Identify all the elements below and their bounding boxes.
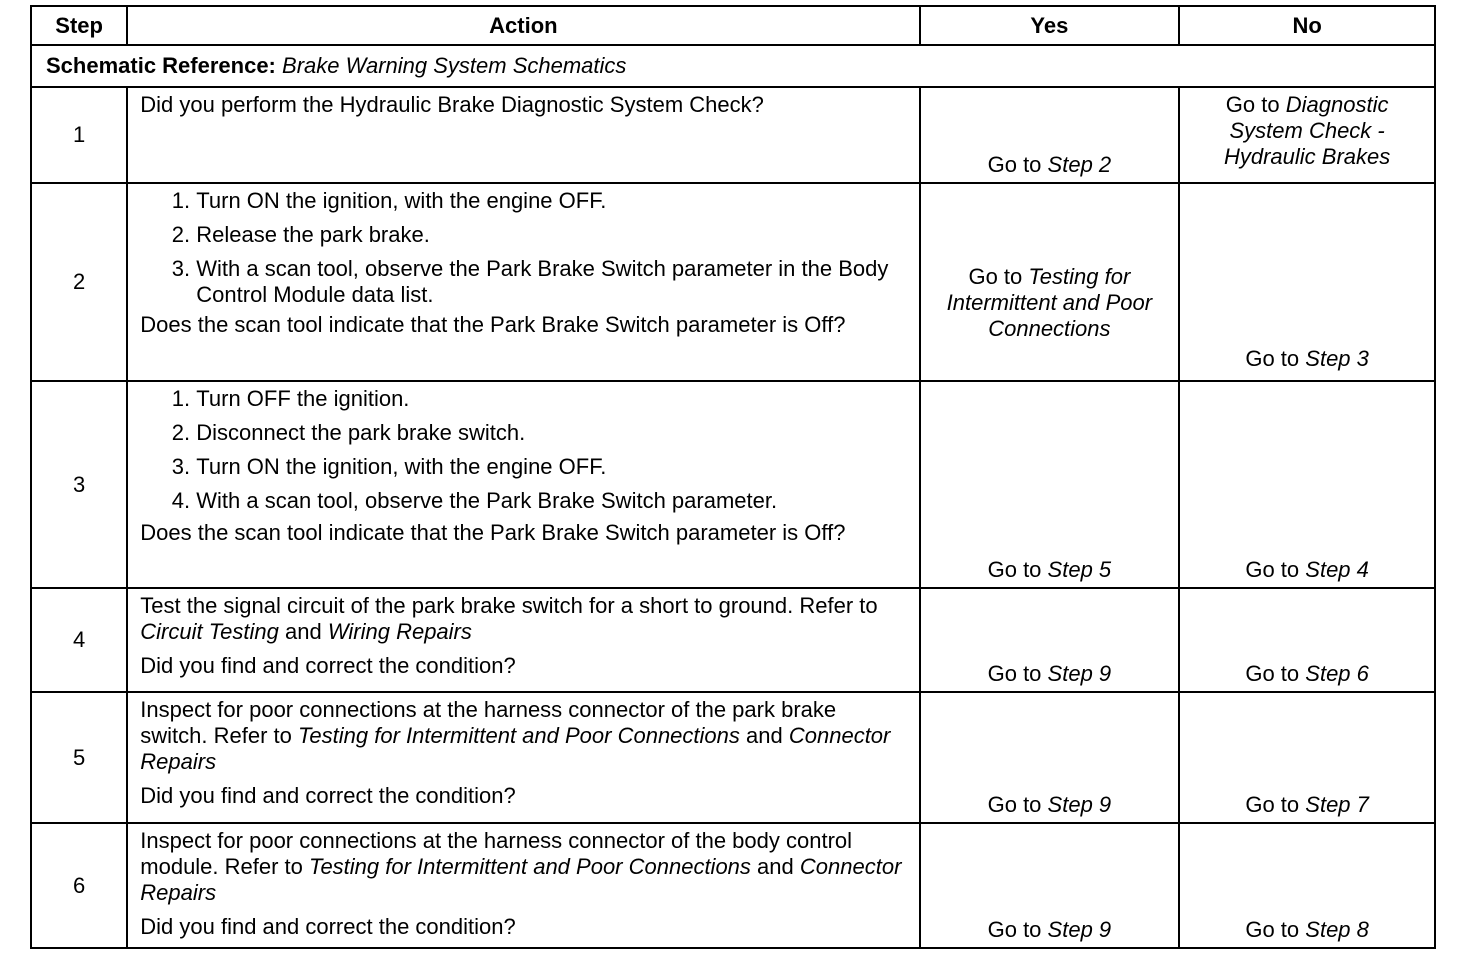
question-text: Does the scan tool indicate that the Park Brake Switch parameter is Off?: [140, 312, 846, 337]
goto-label: Go to: [1245, 792, 1300, 817]
action-cell: [127, 183, 919, 381]
goto-label: Go to: [1245, 557, 1300, 582]
yes-link[interactable]: Step 2: [1047, 152, 1112, 177]
yes-link-line[interactable]: Intermittent and Poor: [946, 290, 1153, 315]
question-text: Did you perform the Hydraulic Brake Diagnostic System Check?: [140, 92, 764, 117]
header-no: No: [1179, 6, 1435, 45]
goto-label: Go to: [1225, 92, 1280, 117]
goto-label: Go to: [1245, 346, 1300, 371]
yes-cell: [920, 692, 1180, 823]
table-row: [31, 183, 1435, 381]
goto-label: Go to: [987, 917, 1042, 942]
circuit-testing-link[interactable]: Circuit Testing: [140, 619, 279, 644]
list-item: 3. With a scan tool, observe the Park Brake Switch parameter in the Body Control Module data list.: [196, 256, 906, 308]
no-cell: [1179, 588, 1435, 692]
step-number: 4: [31, 588, 127, 692]
no-cell: [1179, 823, 1435, 948]
goto-label: Go to: [987, 792, 1042, 817]
header-action: Action: [127, 6, 919, 45]
list-item: 1. Turn ON the ignition, with the engine OFF.: [196, 188, 906, 214]
no-link[interactable]: Step 6: [1305, 661, 1369, 686]
wiring-repairs-link[interactable]: Wiring Repairs: [327, 619, 472, 644]
yes-link[interactable]: Step 9: [1047, 661, 1112, 686]
header-row: [31, 6, 1435, 45]
step-number: 3: [31, 381, 127, 588]
instruction-body: Test the signal circuit of the park brake switch for a short to ground. Refer to: [140, 593, 878, 618]
yes-cell: [920, 588, 1180, 692]
instruction-list: [140, 188, 906, 308]
goto-label: Go to: [1245, 917, 1300, 942]
goto-label: Go to: [968, 264, 1023, 289]
action-cell: [127, 692, 919, 823]
yes-cell: [920, 183, 1180, 381]
goto-label: Go to: [987, 661, 1042, 686]
header-yes: Yes: [920, 6, 1180, 45]
instruction-text: [140, 828, 906, 906]
schematic-reference: [31, 45, 1435, 87]
yes-cell: [920, 381, 1180, 588]
yes-link[interactable]: Step 5: [1047, 557, 1112, 582]
yes-link[interactable]: Testing for: [1028, 264, 1131, 289]
table-row: [31, 823, 1435, 948]
no-link[interactable]: Step 3: [1305, 346, 1369, 371]
diagnostic-table: [30, 5, 1436, 949]
instruction-body: Inspect for poor connections at the harness connector of the body control module. Refer to: [140, 828, 853, 879]
table-row: [31, 381, 1435, 588]
table-row: [31, 692, 1435, 823]
no-link[interactable]: Diagnostic: [1285, 92, 1389, 117]
no-cell: [1179, 183, 1435, 381]
step-number: 6: [31, 823, 127, 948]
testing-intermittent-link[interactable]: Testing for Intermittent and Poor Connections: [309, 854, 751, 879]
instruction-body: Inspect for poor connections at the harness connector of the park brake switch. Refer to: [140, 697, 837, 748]
list-item: 2. Release the park brake.: [196, 222, 906, 248]
instruction-text: [140, 593, 906, 645]
yes-link[interactable]: Step 9: [1047, 917, 1112, 942]
and-text: and: [284, 619, 322, 644]
no-link-line[interactable]: System Check -: [1229, 118, 1385, 143]
no-link[interactable]: Step 8: [1305, 917, 1369, 942]
table-row: [31, 87, 1435, 183]
list-item: 4. With a scan tool, observe the Park Brake Switch parameter.: [196, 488, 906, 514]
yes-cell: [920, 87, 1180, 183]
yes-link-line[interactable]: Connections: [988, 316, 1111, 341]
goto-label: Go to: [1245, 661, 1300, 686]
schematic-link[interactable]: Brake Warning System Schematics: [282, 53, 627, 78]
question-text: Does the scan tool indicate that the Park Brake Switch parameter is Off?: [140, 520, 846, 545]
schematic-label: Schematic Reference:: [46, 53, 276, 78]
yes-cell: [920, 823, 1180, 948]
list-item: 1. Turn OFF the ignition.: [196, 386, 906, 412]
action-cell: [127, 588, 919, 692]
schematic-row: [31, 45, 1435, 87]
no-cell: [1179, 381, 1435, 588]
no-link[interactable]: Step 7: [1305, 792, 1369, 817]
header-step: Step: [31, 6, 127, 45]
step-number: 1: [31, 87, 127, 183]
action-cell: [127, 87, 919, 183]
connector-repairs-link[interactable]: Connector Repairs: [140, 854, 902, 905]
action-cell: [127, 823, 919, 948]
action-cell: [127, 381, 919, 588]
no-cell: [1179, 87, 1435, 183]
no-cell: [1179, 692, 1435, 823]
question-text: Did you find and correct the condition?: [140, 653, 516, 678]
instruction-list: [140, 386, 906, 514]
instruction-text: [140, 697, 906, 775]
goto-label: Go to: [987, 557, 1042, 582]
no-link[interactable]: Step 4: [1305, 557, 1369, 582]
and-text: and: [746, 723, 783, 748]
connector-repairs-link[interactable]: Connector Repairs: [140, 723, 891, 774]
list-item: 3. Turn ON the ignition, with the engine OFF.: [196, 454, 906, 480]
yes-link[interactable]: Step 9: [1047, 792, 1112, 817]
no-link-line[interactable]: Hydraulic Brakes: [1223, 144, 1391, 169]
goto-label: Go to: [987, 152, 1042, 177]
and-text: and: [757, 854, 794, 879]
question-text: Did you find and correct the condition?: [140, 914, 516, 939]
step-number: 5: [31, 692, 127, 823]
list-item: 2. Disconnect the park brake switch.: [196, 420, 906, 446]
table-row: [31, 588, 1435, 692]
step-number: 2: [31, 183, 127, 381]
testing-intermittent-link[interactable]: Testing for Intermittent and Poor Connections: [298, 723, 740, 748]
question-text: Did you find and correct the condition?: [140, 783, 516, 808]
